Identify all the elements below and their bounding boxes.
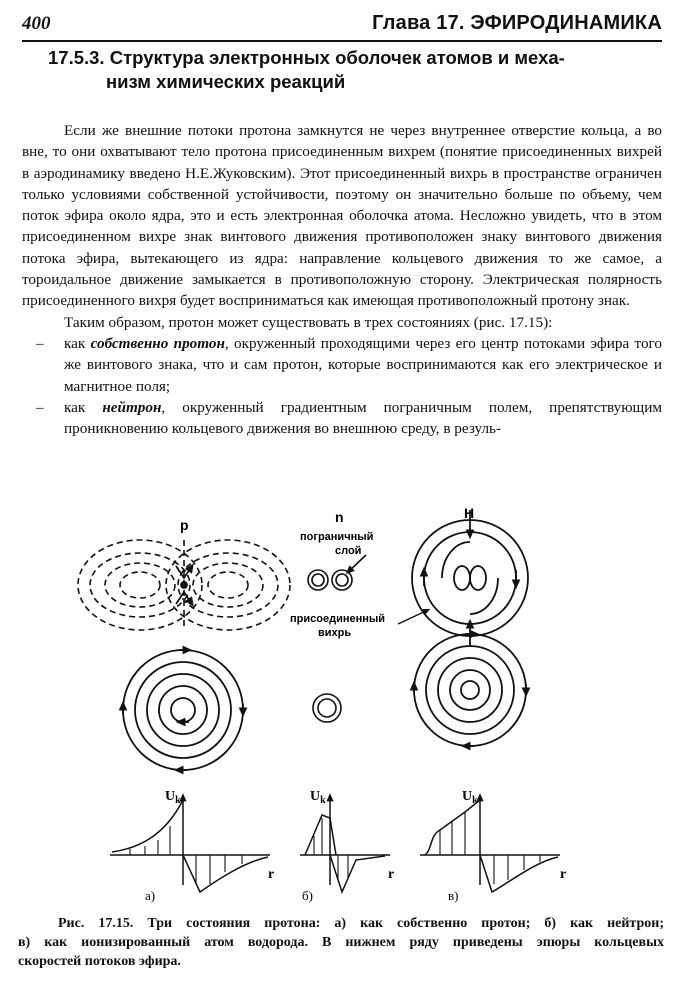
label-attached-vortex-1: присоединенный: [290, 613, 386, 625]
bullet2-post: , окруженный градиентным пограничным полем, препятствующим проникновению кольцевого движения во внешнюю среду, в резуль-: [64, 398, 662, 438]
label-H: H: [464, 505, 475, 521]
bullet2-emphasis: нейтрон: [102, 398, 162, 416]
label-boundary-layer-2: слой: [335, 545, 362, 557]
proton-spiral-vortex: [123, 650, 243, 770]
state-list: [22, 333, 662, 439]
axis-r-c: r: [560, 867, 567, 882]
axis-r-a: r: [268, 867, 275, 882]
panel-label-a: а): [145, 888, 156, 903]
velocity-profile-b: [300, 796, 390, 892]
bullet2-pre: как: [64, 398, 103, 416]
list-item: [22, 397, 662, 440]
label-n: n: [335, 509, 344, 525]
axis-u-c: $U_k$: [462, 789, 478, 806]
velocity-profile-a: [110, 796, 270, 892]
bullet1-pre: как: [64, 334, 91, 352]
velocity-profile-c: [420, 796, 560, 892]
caption-line3: скоростей потоков эфира.: [18, 954, 181, 969]
label-attached-vortex-2: вихрь: [318, 627, 352, 639]
neutron-ring: [313, 694, 341, 722]
axis-u-b: $U_k$: [310, 789, 326, 806]
running-header: [22, 10, 662, 42]
section-title-line2: низм химических реакций: [106, 71, 346, 92]
hydrogen-attached-vortex: [412, 510, 528, 646]
chapter-title: Глава 17. ЭФИРОДИНАМИКА: [372, 12, 662, 34]
caption-line1: Рис. 17.15. Три состояния протона: а) как собственно протон; б) как нейтрон;: [58, 916, 664, 931]
list-dash: –: [36, 334, 44, 352]
list-item: [22, 333, 662, 397]
panel-label-c: в): [448, 888, 459, 903]
hydrogen-spiral-vortex: [414, 634, 526, 746]
list-dash: –: [36, 398, 44, 416]
axis-r-b: r: [388, 867, 395, 882]
label-p: p: [180, 517, 189, 533]
paragraph-2: Таким образом, протон может существовать в трех состояниях (рис. 17.15):: [64, 313, 553, 331]
panel-label-b: б): [302, 888, 313, 903]
page-number: 400: [22, 13, 51, 34]
paragraph-1: Если же внешние потоки протона замкнутся не через внутреннее отверстие кольца, а во вне, то они охватывают тело протона присоединенным вихрем (понятие присоединенных вихрей в аэродинамику введено Н.Е.Жуковским). Этот присоединенный вихрь в пространстве ограничен только условиями собственной устойчивости, поэтому он значительно больше по объему, чем поток эфира около ядра, это и есть электронная оболочка атома. Несложно увидеть, что в этом присоединенном вихре знак винтового движения противоположен знаку винтового движения потока эфира, вытекающего из ядра: направление кольцевого движения то же самое, а тороидальное движение замыкается в противоположную сторону. Электрическая полярность присоединенного вихря будет восприниматься как имеющая противоположный протону знак.: [22, 122, 662, 310]
section-title-line1: 17.5.3. Структура электронных оболочек атомов и меха-: [48, 47, 565, 68]
bullet1-emphasis: собственно протон: [90, 334, 225, 352]
section-title: [48, 46, 658, 94]
body-text: [22, 120, 662, 439]
label-boundary-layer-1: пограничный: [300, 531, 374, 543]
figure-17-15: [0, 500, 683, 910]
caption-line2: в) как ионизированный атом водорода. В нижнем ряду приведены эпюры кольцевых: [18, 935, 664, 950]
axis-u-a: $U_k$: [165, 789, 181, 806]
neutron-diagram: [308, 555, 366, 590]
bullet1-post: , окруженный проходящими через его центр потоками эфира того же винтового знака, что и сам протон, которые воспринимаются как его электрическое и магнитное поля;: [64, 334, 662, 395]
figure-caption: [18, 914, 664, 971]
